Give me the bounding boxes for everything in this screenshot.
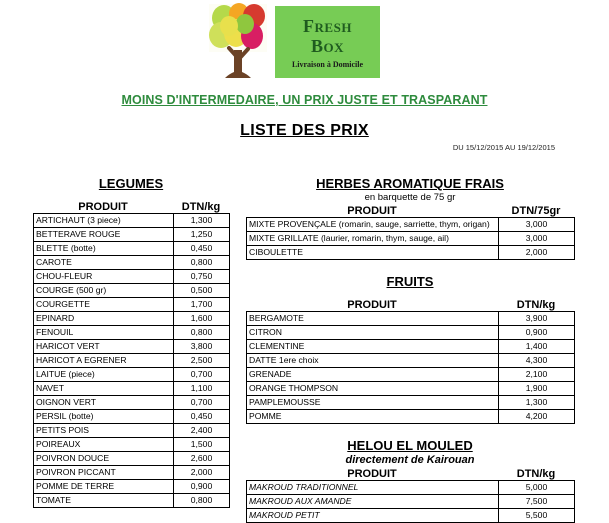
legumes-section (33, 176, 229, 508)
product-price: 7,500 (499, 495, 575, 509)
product-price: 0,700 (174, 396, 230, 410)
product-name: DATTE 1ere choix (247, 354, 499, 368)
product-price: 0,750 (174, 270, 230, 284)
helou-section (246, 438, 574, 523)
fruits-col-product: PRODUIT (347, 299, 397, 311)
product-name: NAVET (34, 382, 174, 396)
helou-title: HELOU EL MOULED (347, 438, 473, 453)
table-row (247, 232, 575, 246)
product-name: MIXTE GRILLATE (laurier, romarin, thym, sauge, ail) (247, 232, 499, 246)
product-name: BETTERAVE ROUGE (34, 228, 174, 242)
product-name: POIVRON DOUCE (34, 452, 174, 466)
product-name: ARTICHAUT (3 piece) (34, 214, 174, 228)
product-name: OIGNON VERT (34, 396, 174, 410)
table-row (34, 326, 230, 340)
product-price: 0,800 (174, 326, 230, 340)
fruits-table-header (246, 299, 574, 311)
brand-tagline: Livraison à Domicile (291, 60, 364, 70)
helou-subtitle: directement de Kairouan (345, 454, 475, 466)
product-price: 1,100 (174, 382, 230, 396)
product-price: 0,700 (174, 368, 230, 382)
product-price: 0,450 (174, 242, 230, 256)
product-name: CHOU-FLEUR (34, 270, 174, 284)
herbes-subtitle: en barquette de 75 gr (364, 192, 456, 203)
fruit-tree-icon (205, 2, 271, 82)
table-row (34, 452, 230, 466)
product-price: 1,700 (174, 298, 230, 312)
brand-box (275, 6, 380, 78)
table-row (34, 480, 230, 494)
table-row (34, 410, 230, 424)
product-price: 1,400 (499, 340, 575, 354)
product-name: COURGE (500 gr) (34, 284, 174, 298)
table-row (34, 270, 230, 284)
fruits-section (246, 274, 574, 424)
product-name: HARICOT VERT (34, 340, 174, 354)
herbes-col-price: DTN/75gr (511, 205, 561, 217)
table-row (247, 218, 575, 232)
product-price: 1,500 (174, 438, 230, 452)
product-name: CAROTE (34, 256, 174, 270)
product-price: 5,500 (499, 509, 575, 523)
product-name: MAKROUD TRADITIONNEL (247, 481, 499, 495)
table-row (34, 340, 230, 354)
product-price: 2,400 (174, 424, 230, 438)
brand-name-line1: Fresh (303, 15, 352, 36)
helou-table-header (246, 468, 574, 480)
table-row (34, 396, 230, 410)
product-price: 2,000 (174, 466, 230, 480)
table-row (34, 368, 230, 382)
product-name: CIBOULETTE (247, 246, 499, 260)
legumes-col-product: PRODUIT (78, 201, 128, 213)
table-row (247, 481, 575, 495)
table-row (247, 340, 575, 354)
herbes-table (246, 217, 575, 260)
product-price: 1,300 (499, 396, 575, 410)
product-price: 2,000 (499, 246, 575, 260)
table-row (247, 410, 575, 424)
fruits-title: FRUITS (386, 274, 434, 289)
table-row (34, 466, 230, 480)
legumes-table-header (33, 201, 229, 213)
product-price: 1,600 (174, 312, 230, 326)
product-price: 2,100 (499, 368, 575, 382)
product-name: COURGETTE (34, 298, 174, 312)
helou-col-product: PRODUIT (347, 468, 397, 480)
product-name: PERSIL (botte) (34, 410, 174, 424)
table-row (247, 495, 575, 509)
product-price: 4,200 (499, 410, 575, 424)
product-price: 0,800 (174, 256, 230, 270)
table-row (34, 438, 230, 452)
product-price: 1,900 (499, 382, 575, 396)
product-name: BLETTE (botte) (34, 242, 174, 256)
product-price: 5,000 (499, 481, 575, 495)
table-row (34, 298, 230, 312)
date-range: DU 15/12/2015 AU 19/12/2015 (452, 143, 555, 152)
product-price: 4,300 (499, 354, 575, 368)
product-price: 3,000 (499, 232, 575, 246)
product-price: 0,900 (174, 480, 230, 494)
product-name: MAKROUD AUX AMANDE (247, 495, 499, 509)
product-name: TOMATE (34, 494, 174, 508)
herbes-section (246, 176, 574, 260)
table-row (34, 382, 230, 396)
product-price: 0,900 (499, 326, 575, 340)
product-name: PAMPLEMOUSSE (247, 396, 499, 410)
product-name: MAKROUD PETIT (247, 509, 499, 523)
table-row (247, 368, 575, 382)
product-price: 0,450 (174, 410, 230, 424)
table-row (247, 396, 575, 410)
product-price: 0,800 (174, 494, 230, 508)
product-name: MIXTE PROVENÇALE (romarin, sauge, sarriette, thym, origan) (247, 218, 499, 232)
table-row (247, 382, 575, 396)
product-name: PETITS POIS (34, 424, 174, 438)
helou-col-price: DTN/kg (516, 468, 556, 480)
product-name: CLEMENTINE (247, 340, 499, 354)
product-name: ORANGE THOMPSON (247, 382, 499, 396)
helou-table (246, 480, 575, 523)
product-name: POMME DE TERRE (34, 480, 174, 494)
table-row (247, 509, 575, 523)
brand-logo (205, 2, 385, 86)
product-price: 2,600 (174, 452, 230, 466)
table-row (34, 228, 230, 242)
table-row (34, 354, 230, 368)
herbes-col-product: PRODUIT (347, 205, 397, 217)
product-name: CITRON (247, 326, 499, 340)
slogan: MOINS D'INTERMEDAIRE, UN PRIX JUSTE ET TRASPARANT (121, 93, 488, 107)
table-row (34, 494, 230, 508)
product-price: 3,900 (499, 312, 575, 326)
brand-name-line2: Box (310, 35, 344, 56)
product-price: 1,300 (174, 214, 230, 228)
page-title: LISTE DES PRIX (240, 122, 369, 139)
table-row (34, 312, 230, 326)
product-price: 1,250 (174, 228, 230, 242)
table-row (247, 326, 575, 340)
product-name: POIVRON PICCANT (34, 466, 174, 480)
table-row (34, 424, 230, 438)
product-name: GRENADE (247, 368, 499, 382)
product-name: FENOUIL (34, 326, 174, 340)
product-name: HARICOT A EGRENER (34, 354, 174, 368)
table-row (34, 284, 230, 298)
table-row (34, 214, 230, 228)
fruits-table (246, 311, 575, 424)
table-row (34, 242, 230, 256)
product-name: POIREAUX (34, 438, 174, 452)
product-name: BERGAMOTE (247, 312, 499, 326)
product-name: POMME (247, 410, 499, 424)
table-row (247, 246, 575, 260)
fruits-col-price: DTN/kg (516, 299, 556, 311)
table-row (247, 354, 575, 368)
product-price: 2,500 (174, 354, 230, 368)
legumes-col-price: DTN/kg (181, 201, 221, 213)
product-price: 3,800 (174, 340, 230, 354)
product-price: 3,000 (499, 218, 575, 232)
table-row (34, 256, 230, 270)
table-row (247, 312, 575, 326)
legumes-title: LEGUMES (98, 176, 164, 191)
herbes-table-header (246, 205, 574, 217)
legumes-table (33, 213, 230, 508)
herbes-title: HERBES AROMATIQUE FRAIS (316, 176, 504, 191)
product-price: 0,500 (174, 284, 230, 298)
product-name: EPINARD (34, 312, 174, 326)
product-name: LAITUE (piece) (34, 368, 174, 382)
